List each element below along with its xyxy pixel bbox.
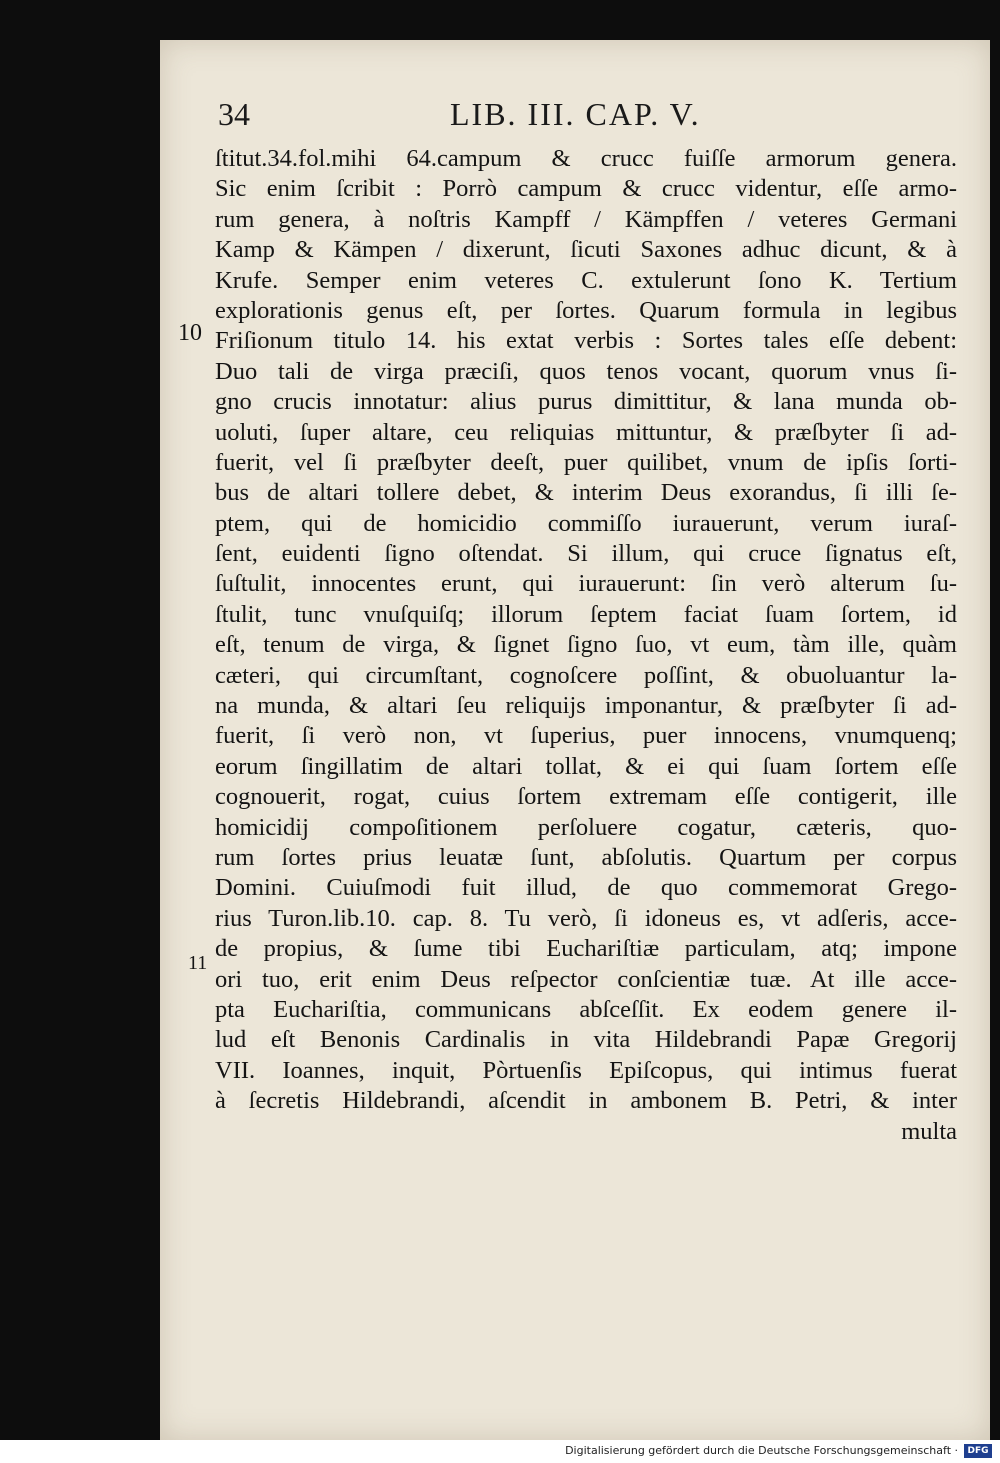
text-line: ſtulit, tunc vnuſquiſq; illorum ſeptem faciat ſuam ſortem, id <box>215 600 957 628</box>
text-line: VII. Ioannes, inquit, Pòrtuenſis Epiſcopus, qui intimus fuerat <box>215 1056 957 1084</box>
text-line: cognouerit, rogat, cuius ſortem extremam eſſe contigerit, ille <box>215 783 957 811</box>
text-line: ori tuo, erit enim Deus reſpector conſcientiæ tuæ. At ille acce- <box>215 965 957 993</box>
text-line: rum genera, à noſtris Kampff / Kämpffen / veteres Germani <box>215 205 957 233</box>
text-line: rum ſortes prius leuatæ ſunt, abſolutis. Quartum per corpus <box>215 843 957 871</box>
text-line: Sic enim ſcribit : Porrò campum & crucc videntur, eſſe armo- <box>215 175 957 203</box>
text-line: gno crucis innotatur: alius purus dimittitur, & lana munda ob- <box>215 388 957 416</box>
text-line: ptem, qui de homicidio commiſſo iurauerunt, verum iuraſ- <box>215 509 957 537</box>
text-line: fuerit, vel ſi præſbyter deeſt, puer quilibet, vnum de ipſis ſorti- <box>215 448 957 476</box>
text-line: pta Euchariſtia, communicans abſceſſit. Ex eodem genere il- <box>215 995 957 1023</box>
page-header <box>160 96 990 140</box>
digitization-footer <box>0 1440 1000 1463</box>
text-line: rius Turon.lib.10. cap. 8. Tu verò, ſi idoneus es, vt adſeris, acce- <box>215 904 957 932</box>
footer-credit: Digitalisierung gefördert durch die Deutsche Forschungsgemeinschaft · <box>565 1444 958 1457</box>
book-page <box>160 40 990 1440</box>
text-line: explorationis genus eſt, per ſortes. Quarum formula in legibus <box>215 296 957 324</box>
text-line: homicidij compoſitionem perſoluere cogatur, cæteris, quo- <box>215 813 957 841</box>
text-line: ſent, euidenti ſigno oſtendat. Si illum, qui cruce ſignatus eſt, <box>215 540 957 568</box>
dfg-logo-icon: DFG <box>964 1444 992 1458</box>
margin-line-number-10: 10 <box>178 320 202 346</box>
text-line: eorum ſingillatim de altari tollat, & ei qui ſuam ſortem eſſe <box>215 752 957 780</box>
text-line: uoluti, ſuper altare, ceu reliquias mittuntur, & præſbyter ſi ad- <box>215 418 957 446</box>
text-line: bus de altari tollere debet, & interim Deus exorandus, ſi illi ſe- <box>215 479 957 507</box>
text-line: Krufe. Semper enim veteres C. extulerunt ſono K. Tertium <box>215 266 957 294</box>
body-text <box>215 144 957 1147</box>
text-line: Kamp & Kämpen / dixerunt, ſicuti Saxones adhuc dicunt, & à <box>215 236 957 264</box>
running-head: LIB. III. CAP. V. <box>450 96 701 132</box>
text-line: Friſionum titulo 14. his extat verbis : Sortes tales eſſe debent: <box>215 327 957 355</box>
text-line: Duo tali de virga præciſi, quos tenos vocant, quorum vnus ſi- <box>215 357 957 385</box>
text-line: eſt, tenum de virga, & ſignet ſigno ſuo, vt eum, tàm ille, quàm <box>215 631 957 659</box>
page-number: 34 <box>218 96 250 132</box>
text-line: ſtitut.34.fol.mihi 64.campum & crucc fuiſſe armorum genera. <box>215 145 957 172</box>
text-line: de propius, & ſume tibi Euchariſtiæ particulam, atq; impone <box>215 935 957 963</box>
text-line: à ſecretis Hildebrandi, aſcendit in ambonem B. Petri, & inter <box>215 1087 957 1115</box>
margin-line-number-11: 11 <box>188 952 208 974</box>
text-line: na munda, & altari ſeu reliquijs imponantur, & præſbyter ſi ad- <box>215 692 957 720</box>
text-line: Domini. Cuiuſmodi fuit illud, de quo commemorat Grego- <box>215 874 957 902</box>
text-line: lud eſt Benonis Cardinalis in vita Hildebrandi Papæ Gregorij <box>215 1026 957 1054</box>
text-line: ſuſtulit, innocentes erunt, qui iurauerunt: ſin verò alterum ſu- <box>215 570 957 598</box>
text-line: cæteri, qui circumſtant, cognoſcere poſſint, & obuoluantur la- <box>215 661 957 689</box>
catchword: multa <box>901 1117 957 1145</box>
text-line: fuerit, ſi verò non, vt ſuperius, puer innocens, vnumquenq; <box>215 722 957 750</box>
